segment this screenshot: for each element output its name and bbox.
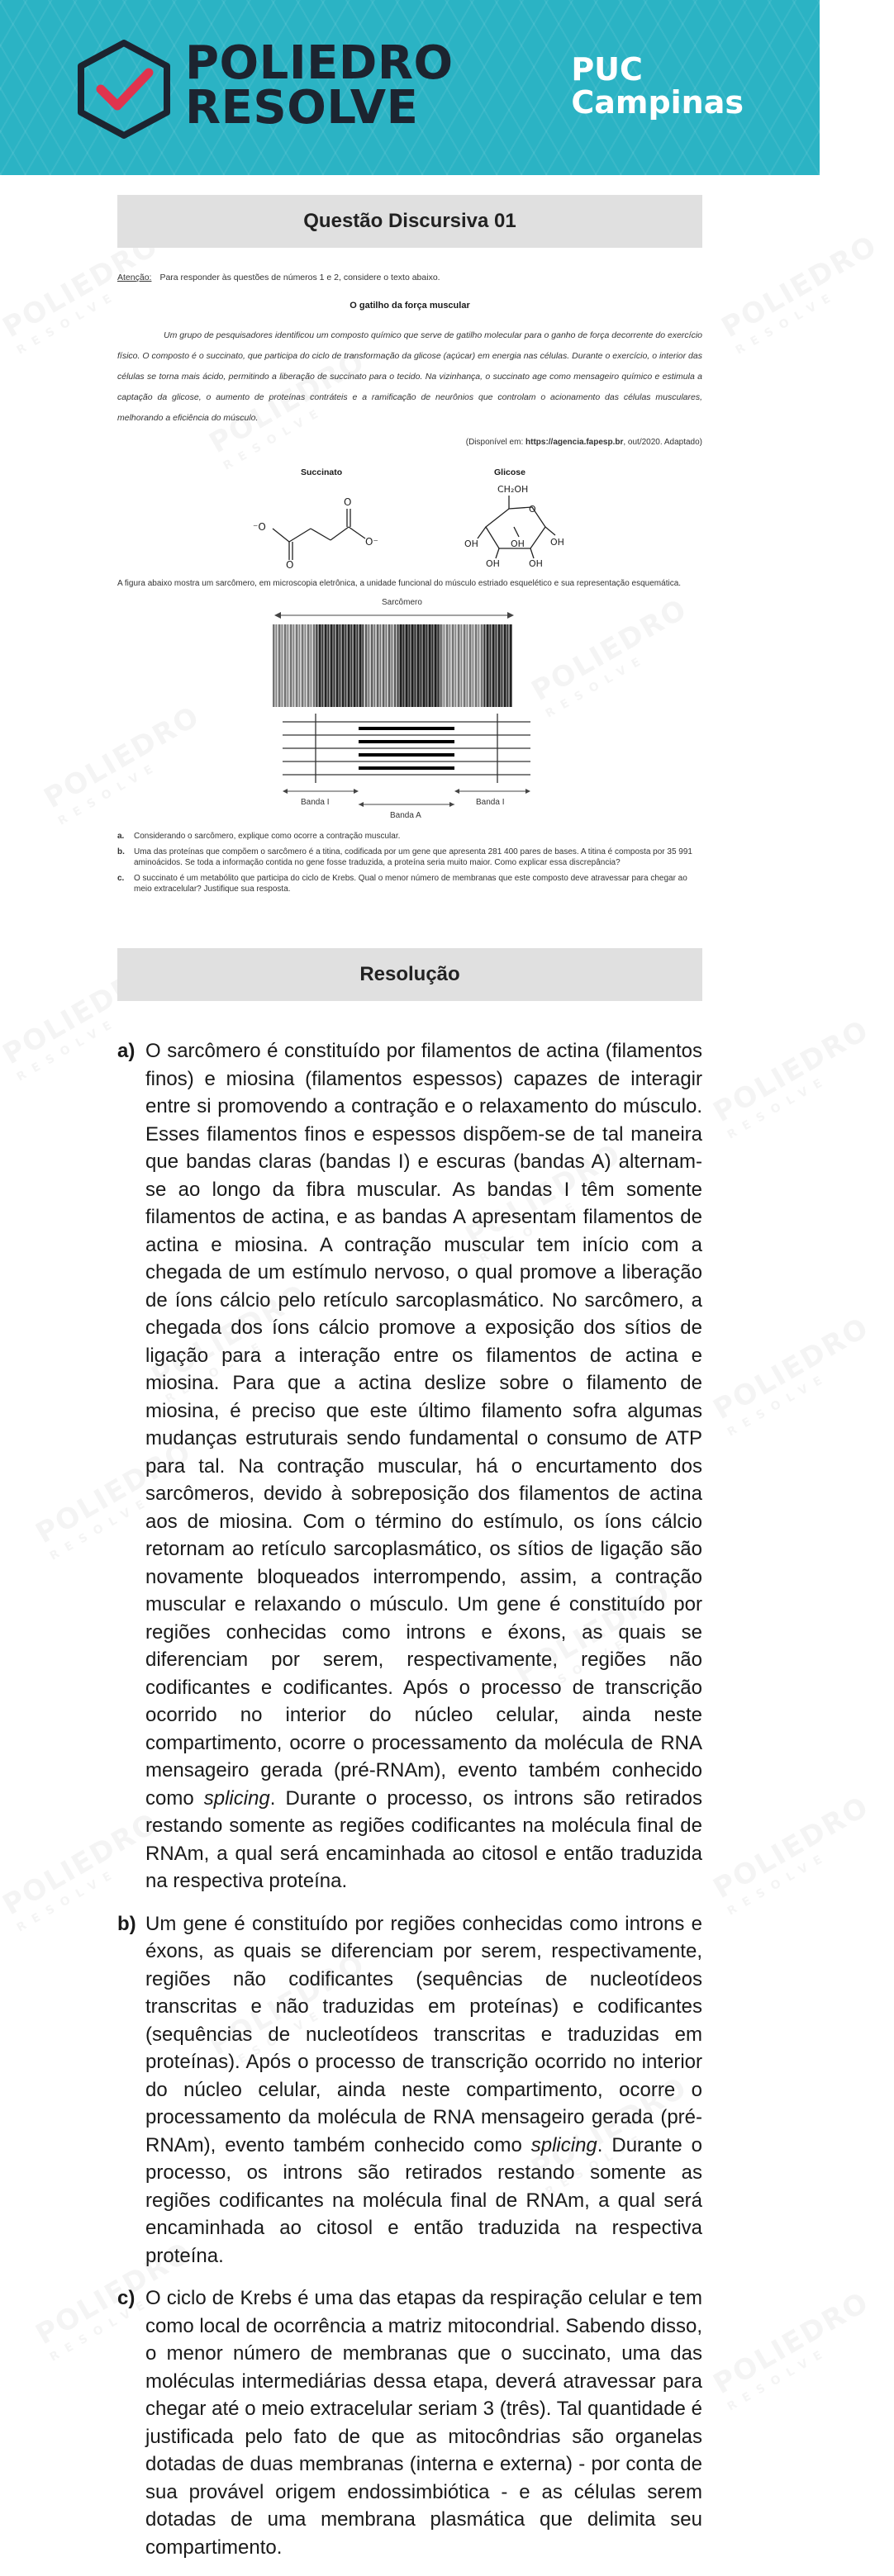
glucose-label: Glicose (494, 467, 525, 477)
question-item: a. Considerando o sarcômero, explique como ocorre a contração muscular. (117, 832, 401, 841)
band-a-label: Banda A (390, 811, 421, 820)
watermark (718, 232, 893, 362)
brand-name (185, 36, 454, 135)
question-title-bar (117, 195, 702, 248)
resolution-answers (117, 1037, 702, 2576)
brand-line-1: POLIEDRO (185, 36, 454, 90)
header-banner (0, 0, 820, 175)
answer-item (117, 1910, 702, 2270)
attention-label: Atenção: (117, 273, 152, 282)
answer-text: Um gene é constituído por regiões conhecidas como introns e éxons, as quais se diferenciam por serem, respectivamente, regiões não codificantes (sequências de nucleotídeos transcritas e não traduzidas em proteínas) e codificantes (sequências de nucleotídeos transcritas e traduzidas em proteínas). Após o processo de transcrição ocorrido no interior do núcleo celular, ainda neste compartimento, ocorre o processamento da molécula de RNA mensageiro gerada (pré-RNAm), evento também conhecido como splicing. Durante o processo, os introns são retirados restando somente as regiões codificantes na molécula final de RNAm, a qual será encaminhada ao citosol e então traduzida na respectiva proteína. (145, 1912, 702, 2267)
succinate-structure-diagram (250, 479, 382, 570)
watermark (710, 1793, 885, 1923)
watermark (710, 2289, 885, 2418)
answer-letter: a) (117, 1040, 136, 1062)
question-item: c. O succinato é um metabólito que participa do ciclo de Krebs. Qual o menor número de membranas que este composto deve atravessar para chegar ao meio extracelular? Justifique sua resposta. (117, 874, 687, 894)
text-title: O gatilho da força muscular (350, 301, 470, 311)
source-citation: (Disponível em: https://agencia.fapesp.br, out/2020. Adaptado) (465, 438, 702, 447)
band-i-right-label: Banda I (476, 798, 505, 807)
sarcomere-micrograph (273, 624, 512, 707)
answer-letter: b) (117, 1912, 136, 1935)
svg-text:CH₂OH: CH₂OH (497, 484, 529, 495)
attention-note (117, 273, 440, 282)
answer-letter: c) (117, 2287, 136, 2309)
figure-caption: A figura abaixo mostra um sarcômero, em microscopia eletrônica, a unidade funcional do músculo estriado esquelético e sua representação esquemática. (117, 579, 682, 588)
question-item: b. Uma das proteínas que compõem o sarcômero é a titina, codificada por um gene que apresenta 281 400 pares de bases. A titina é composta por 35 991 aminoácidos. Se toda a informação contida no gene fosse traduzida, a proteína seria muito maior. Como explicar essa discrepância? (117, 847, 692, 867)
watermark (710, 1314, 885, 1444)
attention-text: Para responder às questões de números 1 e 2, considere o texto abaixo. (159, 273, 440, 282)
answer-item (117, 2284, 702, 2561)
svg-text:O: O (286, 559, 294, 571)
svg-text:OH: OH (550, 537, 564, 548)
resolution-title-bar (117, 948, 702, 1001)
resolution-title: Resolução (359, 963, 460, 985)
svg-text:O⁻: O⁻ (365, 536, 378, 548)
band-i-left-label: Banda I (301, 798, 330, 807)
watermark (710, 1017, 885, 1146)
succinate-label: Succinato (301, 467, 343, 477)
question-content (117, 263, 702, 915)
text-body: Um grupo de pesquisadores identificou um composto químico que serve de gatilho molecular para o ganho de força decorrente do exercício físico. O composto é o succinato, que participa do ciclo de transformação da glicose (açúcar) em energia nas células. Durante o exercício, o interior das células se torna mais ácido, permitindo a liberação de succinato para o tecido. Na vizinhança, o succinato age como mensageiro químico e estimula a captação da glicose, o aumento de proteínas contráteis e a ramificação de neurônios que controlam o acionamento das células musculares, melhorando a eficiência do músculo. (117, 330, 702, 423)
answer-item (117, 1037, 702, 1895)
svg-text:OH: OH (464, 538, 478, 549)
brand-line-2: RESOLVE (185, 81, 419, 135)
partner-name (571, 53, 744, 119)
question-items (117, 831, 702, 899)
svg-text:OH: OH (486, 558, 500, 569)
partner-line-2: Campinas (571, 84, 744, 121)
poliedro-check-logo-icon (74, 40, 174, 139)
svg-text:OH: OH (511, 538, 525, 549)
answer-text: O sarcômero é constituído por filamentos de actina (filamentos finos) e miosina (filamentos espessos) capazes de interagir entre si promovendo a contração e o relaxamento do músculo. Esses filamentos finos e espessos dispõem-se de tal maneira que bandas claras (bandas I) e escuras (bandas A) alternam-se ao longo da fibra muscular. As bandas I têm somente filamentos de actina, e as bandas A apresentam filamentos de actina e miosina. A contração muscular tem início com a chegada de um estímulo nervoso, o qual promove a liberação de íons cálcio pelo retículo sarcoplasmático. No sarcômero, a chegada dos íons cálcio promove a exposição dos sítios de ligação para a interação entre os filamentos de actina e miosina. Para que a actina deslize sobre o filamento de miosina, é preciso que este último filamento sofra algumas mudanças estruturais sendo fundamental o consumo de ATP para tal. Na contração muscular, há o encurtamento dos sarcômeros, devido à sobreposição dos filamentos de actina aos de miosina. Com o término do estímulo, os íons cálcio retornam ao retículo sarcoplasmático, os sítios de ligação são novamente bloqueados interrompendo, assim, a contração muscular e relaxando o músculo. Um gene é constituído por regiões conhecidas como introns e éxons, as quais se diferenciam por serem, respectivamente, regiões não codificantes e codificantes. Após o processo de transcrição ocorrido no interior do núcleo celular, ainda neste compartimento, ocorre o processamento da molécula de RNA mensageiro gerada (pré-RNAm), evento também conhecido como splicing. Durante o processo, os introns são retirados restando somente as regiões codificantes na molécula final de RNAm, a qual será encaminhada ao citosol e então traduzida na respectiva proteína. (145, 1040, 702, 1892)
answer-text: O ciclo de Krebs é uma das etapas da respiração celular e tem como local de ocorrência a matriz mitocondrial. Sabendo disso, o menor número de membranas que o succinato, uma das moléculas intermediárias dessa etapa, deverá atravessar para chegar até o meio extracelular seriam 3 (três). Tal quantidade é justificada pelo fato de que as mitocôndrias são organelas dotadas de duas membranas (interna e externa) - por conta de sua provável origem endossimbiótica - e as células serem dotadas de uma membrana plasmática que delimita seu compartimento. (145, 2287, 702, 2559)
svg-text:O: O (344, 496, 352, 508)
sarcomere-span-arrow-icon (274, 610, 514, 621)
glucose-structure-diagram (464, 479, 572, 570)
sarcomere-label: Sarcômero (382, 598, 422, 607)
partner-line-1: PUC (571, 51, 643, 88)
svg-text:⁻O: ⁻O (253, 521, 266, 533)
svg-text:O: O (529, 504, 536, 515)
question-title: Questão Discursiva 01 (303, 210, 516, 232)
svg-text:OH: OH (529, 558, 543, 569)
source-url: https://agencia.fapesp.br (525, 438, 624, 447)
